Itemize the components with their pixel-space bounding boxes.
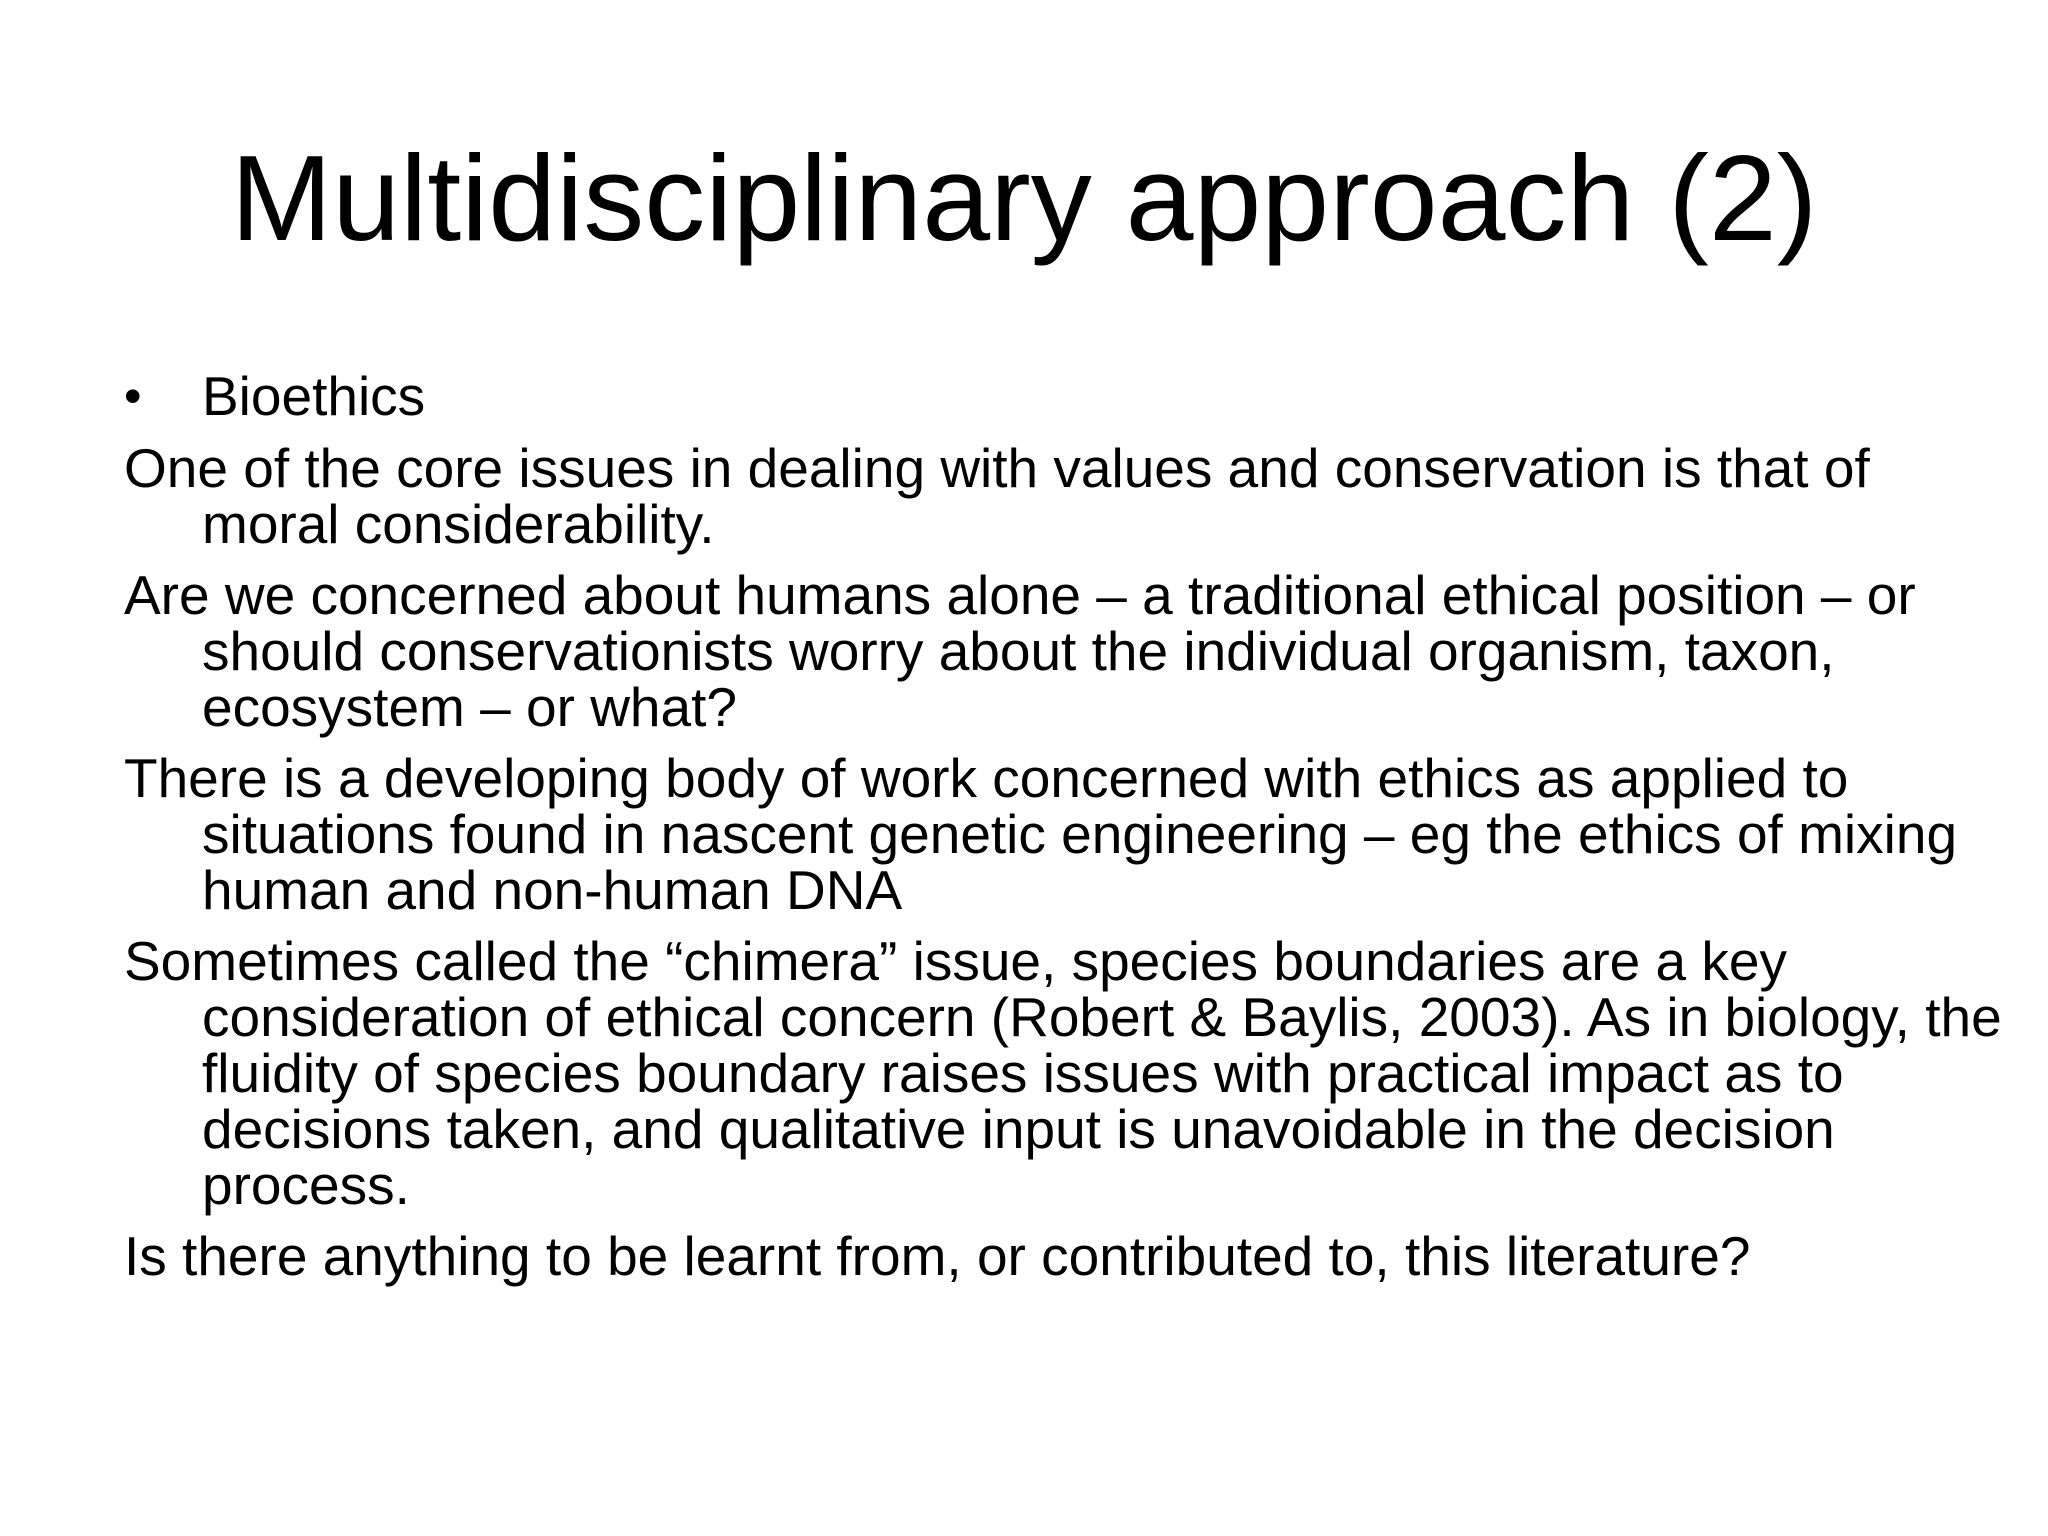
bullet-icon: • bbox=[124, 368, 142, 424]
paragraph-concern-scope: Are we concerned about humans alone – a traditional ethical position – or should conservationists worry about the individual organism, taxon, ecosystem – or what? bbox=[124, 564, 1916, 738]
paragraph-chimera-issue: Sometimes called the “chimera” issue, species boundaries are a key consideration of ethical concern (Robert & Baylis, 2003). As in biology, the fluidity of species boundary raises issues with practical impact as to decisions taken, and qualitative input is unavoidable in the decision process. bbox=[124, 930, 2002, 1216]
paragraph-genetic-engineering: There is a developing body of work concerned with ethics as applied to situations found in nascent genetic engineering – eg the ethics of mixing human and non-human DNA bbox=[124, 747, 1958, 921]
bullet-item-bioethics bbox=[124, 365, 2004, 427]
bullet-text: Bioethics bbox=[202, 365, 426, 427]
paragraph-moral-considerability: One of the core issues in dealing with values and conservation is that of moral considerability. bbox=[124, 437, 1870, 555]
paragraph-literature-question: Is there anything to be learnt from, or contributed to, this literature? bbox=[124, 1225, 1751, 1287]
slide-title: Multidisciplinary approach (2) bbox=[230, 130, 1818, 266]
slide-body bbox=[124, 365, 2004, 1299]
